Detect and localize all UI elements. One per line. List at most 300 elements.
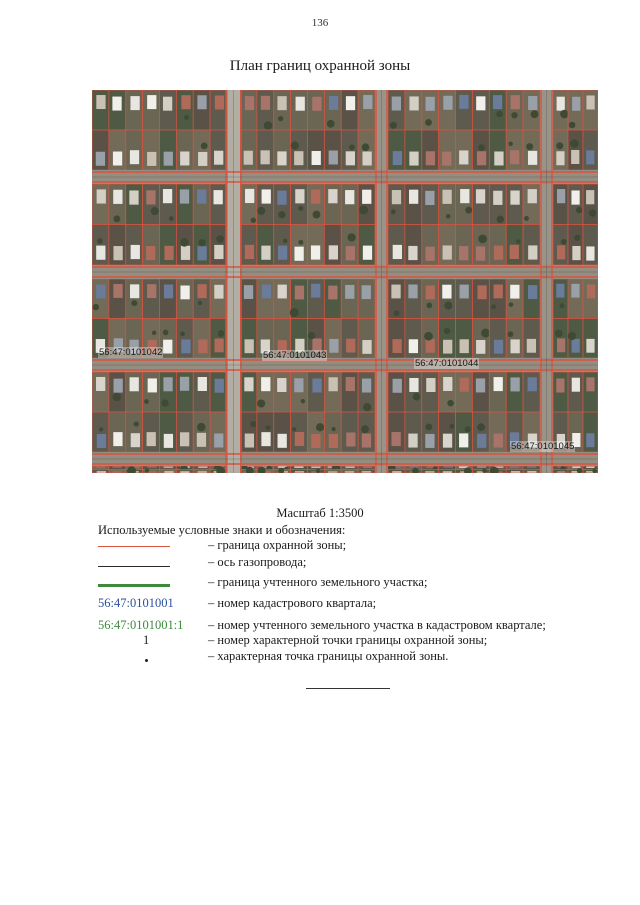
page-title: План границ охранной зоны xyxy=(229,58,411,74)
house-roof xyxy=(460,378,469,392)
house-roof xyxy=(147,466,156,467)
house-roof xyxy=(131,245,140,259)
house-roof xyxy=(261,432,270,446)
legend-text: – номер кадастрового квартала; xyxy=(208,596,377,610)
house-roof xyxy=(443,96,452,110)
map-canvas xyxy=(92,90,598,473)
tree xyxy=(180,331,185,336)
house-roof xyxy=(408,246,417,260)
house-roof xyxy=(586,95,594,109)
tree xyxy=(278,116,283,121)
legend-text: – номер учтенного земельного участка в кадастровом квартале; xyxy=(208,618,546,632)
house-roof xyxy=(198,471,207,472)
legend-text: – номер характерной точки границы охранной зоны; xyxy=(208,633,488,647)
house-roof xyxy=(493,95,502,109)
tree xyxy=(555,330,563,338)
house-roof xyxy=(363,246,372,260)
house-roof xyxy=(362,379,371,393)
house-roof xyxy=(586,339,594,353)
house-roof xyxy=(311,467,320,468)
house-roof xyxy=(112,467,121,468)
house-roof xyxy=(391,432,400,446)
house-roof xyxy=(571,190,579,204)
house-roof xyxy=(426,339,435,353)
tree xyxy=(347,233,355,241)
house-roof xyxy=(214,151,223,165)
house-roof xyxy=(346,377,355,391)
house-roof xyxy=(294,467,303,468)
house-roof xyxy=(245,96,254,110)
tree xyxy=(491,304,496,309)
tree xyxy=(278,211,285,218)
house-roof xyxy=(345,285,354,299)
house-roof xyxy=(245,434,254,448)
house-roof xyxy=(180,432,189,446)
tree xyxy=(482,468,487,473)
house-roof xyxy=(527,471,536,472)
tree xyxy=(574,235,580,241)
house-roof xyxy=(409,190,418,204)
house-roof xyxy=(476,189,485,203)
house-roof xyxy=(510,191,519,205)
house-roof xyxy=(528,96,537,110)
house-roof xyxy=(362,152,371,166)
tree xyxy=(349,144,355,150)
house-roof xyxy=(443,245,452,259)
house-roof xyxy=(443,340,452,354)
house-roof xyxy=(329,96,338,110)
house-roof xyxy=(346,96,355,110)
tree xyxy=(266,425,271,430)
house-roof xyxy=(329,339,338,353)
quarter-label-1: 56:47:0101042 xyxy=(99,347,163,358)
house-roof xyxy=(164,467,173,468)
house-roof xyxy=(510,285,519,299)
house-roof xyxy=(130,96,139,110)
tree xyxy=(444,302,452,310)
house-roof xyxy=(477,466,486,467)
house-roof xyxy=(180,286,189,300)
page-number: 136 xyxy=(311,17,329,29)
house-roof xyxy=(261,150,270,164)
tree xyxy=(589,209,596,216)
tree xyxy=(394,310,400,316)
tree xyxy=(308,332,315,339)
house-roof xyxy=(296,97,305,111)
house-roof xyxy=(262,285,271,299)
house-roof xyxy=(391,285,400,299)
house-roof xyxy=(130,377,139,391)
house-roof xyxy=(460,339,469,353)
tree xyxy=(169,216,174,221)
house-roof xyxy=(164,434,173,448)
house-roof xyxy=(329,434,338,448)
house-roof xyxy=(476,340,485,354)
point-dot-icon xyxy=(145,659,148,662)
tree xyxy=(197,423,205,431)
house-roof xyxy=(147,95,156,109)
tree xyxy=(112,393,120,401)
house-roof xyxy=(444,466,453,467)
tree xyxy=(292,427,296,431)
house-roof xyxy=(557,97,565,111)
house-roof xyxy=(442,285,451,299)
house-roof xyxy=(97,189,106,203)
tree xyxy=(361,425,369,433)
house-roof xyxy=(362,471,371,472)
tree xyxy=(359,206,368,215)
house-roof xyxy=(460,285,469,299)
house-roof xyxy=(494,285,503,299)
house-roof xyxy=(393,379,402,393)
house-roof xyxy=(215,379,224,393)
house-roof xyxy=(425,191,434,205)
tree xyxy=(391,209,396,214)
legend-row-parcel-number xyxy=(98,618,598,634)
house-roof xyxy=(328,471,337,472)
house-roof xyxy=(97,434,106,448)
house-roof xyxy=(164,285,173,299)
tree xyxy=(134,421,139,426)
house-roof xyxy=(586,377,594,391)
house-roof xyxy=(245,245,254,259)
house-roof xyxy=(97,471,106,472)
house-roof xyxy=(261,96,270,110)
house-roof xyxy=(408,284,417,298)
house-roof xyxy=(586,190,594,204)
house-roof xyxy=(197,95,206,109)
house-roof xyxy=(198,152,207,166)
house-roof xyxy=(312,97,321,111)
house-roof xyxy=(311,189,320,203)
house-roof xyxy=(528,245,537,259)
house-roof xyxy=(346,246,355,260)
house-roof xyxy=(494,377,503,391)
house-roof xyxy=(528,377,537,391)
tree xyxy=(446,214,451,219)
house-roof xyxy=(363,95,372,109)
house-roof xyxy=(295,432,304,446)
house-roof xyxy=(130,284,139,298)
house-roof xyxy=(181,95,190,109)
tree xyxy=(298,240,303,245)
house-roof xyxy=(198,377,207,391)
house-roof xyxy=(572,467,580,468)
house-roof xyxy=(112,471,121,472)
house-roof xyxy=(572,97,580,111)
house-roof xyxy=(528,189,537,203)
house-roof xyxy=(393,245,402,259)
legend-symbol-point-number xyxy=(98,633,208,649)
tree xyxy=(184,115,189,120)
house-roof xyxy=(277,191,286,205)
house-roof xyxy=(557,189,565,203)
house-roof xyxy=(408,434,417,448)
house-roof xyxy=(262,189,271,203)
tree xyxy=(592,469,596,473)
tree xyxy=(131,300,137,306)
tree xyxy=(251,218,256,223)
house-roof xyxy=(362,285,371,299)
house-roof xyxy=(426,286,435,300)
house-roof xyxy=(163,189,172,203)
house-roof xyxy=(197,189,206,203)
house-roof xyxy=(96,285,105,299)
house-roof xyxy=(442,152,451,166)
tree xyxy=(218,330,225,337)
house-roof xyxy=(164,152,173,166)
main-road xyxy=(228,90,240,473)
house-roof xyxy=(163,97,172,111)
house-roof xyxy=(164,246,173,260)
house-roof xyxy=(459,433,468,447)
house-roof xyxy=(214,245,223,259)
house-roof xyxy=(146,246,155,260)
legend-text: – граница охранной зоны; xyxy=(208,538,347,552)
house-roof xyxy=(527,467,536,468)
house-roof xyxy=(130,150,139,164)
house-roof xyxy=(113,246,122,260)
house-roof xyxy=(425,247,434,261)
tree xyxy=(516,239,520,243)
house-roof xyxy=(131,433,140,447)
house-roof xyxy=(493,191,502,205)
tree xyxy=(465,207,472,214)
tree xyxy=(425,424,432,431)
house-roof xyxy=(113,284,122,298)
house-roof xyxy=(425,471,434,472)
house-roof xyxy=(426,378,435,392)
house-roof xyxy=(214,190,223,204)
house-roof xyxy=(181,246,190,260)
house-roof xyxy=(113,432,122,446)
house-roof xyxy=(278,246,287,260)
tree xyxy=(163,330,169,336)
house-roof xyxy=(459,246,468,260)
house-roof xyxy=(294,378,303,392)
tree xyxy=(201,142,208,149)
legend-heading: Используемые условные знаки и обозначения: xyxy=(98,523,346,537)
house-roof xyxy=(494,151,503,165)
house-roof xyxy=(96,467,105,468)
house-roof xyxy=(96,246,105,260)
house-roof xyxy=(277,96,286,110)
legend-text: – характерная точка границы охранной зоны. xyxy=(208,649,449,663)
house-roof xyxy=(214,338,223,352)
tree xyxy=(465,426,471,432)
tree xyxy=(524,216,529,221)
house-roof xyxy=(329,377,338,391)
tree xyxy=(478,144,485,151)
house-roof xyxy=(245,339,254,353)
house-roof xyxy=(459,150,468,164)
tree xyxy=(444,328,450,334)
tree xyxy=(327,120,335,128)
house-roof xyxy=(363,467,372,468)
house-roof xyxy=(180,377,189,391)
house-roof xyxy=(198,467,207,468)
house-roof xyxy=(113,190,122,204)
house-roof xyxy=(295,189,304,203)
house-roof xyxy=(527,339,536,353)
quarter-code-sample: 56:47:0101001 xyxy=(98,596,174,610)
tree xyxy=(556,142,563,149)
house-roof xyxy=(362,434,371,448)
tree xyxy=(390,122,397,129)
satellite-map[interactable] xyxy=(92,90,598,473)
house-roof xyxy=(328,189,337,203)
tree xyxy=(576,207,582,213)
tree xyxy=(426,303,432,309)
house-roof xyxy=(572,339,580,353)
house-roof xyxy=(392,471,401,472)
tree xyxy=(413,393,421,401)
house-roof xyxy=(556,151,564,165)
house-roof xyxy=(476,96,485,110)
house-roof xyxy=(346,151,355,165)
house-roof xyxy=(557,471,565,472)
tree xyxy=(93,304,99,310)
tree xyxy=(559,303,564,308)
house-roof xyxy=(477,285,486,299)
house-roof xyxy=(278,434,287,448)
house-roof xyxy=(261,377,270,391)
tree xyxy=(291,142,299,150)
house-roof xyxy=(261,246,270,260)
house-roof xyxy=(129,190,138,204)
tree xyxy=(447,400,453,406)
house-roof xyxy=(346,339,355,353)
tree xyxy=(508,331,514,337)
tree xyxy=(145,469,149,473)
tree xyxy=(560,110,569,119)
house-roof xyxy=(146,190,155,204)
house-roof xyxy=(312,151,321,165)
house-roof xyxy=(586,467,594,468)
house-roof xyxy=(147,152,156,166)
house-roof xyxy=(392,190,401,204)
house-roof xyxy=(362,190,371,204)
house-roof xyxy=(477,151,486,165)
tree xyxy=(257,399,265,407)
tree xyxy=(363,403,371,411)
house-roof xyxy=(180,471,189,472)
house-roof xyxy=(443,377,452,391)
tree xyxy=(569,122,576,129)
map-scale: Масштаб 1:3500 xyxy=(276,506,364,520)
tree xyxy=(332,427,336,431)
tree xyxy=(561,239,567,245)
tree xyxy=(161,399,168,406)
house-roof xyxy=(113,152,122,166)
house-roof xyxy=(510,150,519,164)
house-roof xyxy=(476,378,485,392)
tree xyxy=(250,421,256,427)
house-roof xyxy=(295,286,304,300)
house-roof xyxy=(528,285,537,299)
house-roof xyxy=(197,246,206,260)
tree xyxy=(316,423,324,431)
tree xyxy=(180,238,188,246)
house-roof xyxy=(181,339,190,353)
legend-symbol-red-line xyxy=(98,538,208,554)
legend-row-point-number xyxy=(98,633,598,649)
legend-row-protection-zone xyxy=(98,538,598,554)
house-roof xyxy=(586,246,594,260)
house-roof xyxy=(426,151,435,165)
tree xyxy=(362,143,370,151)
legend-symbol-dark-line xyxy=(98,555,208,571)
house-roof xyxy=(147,432,156,446)
house-roof xyxy=(409,96,418,110)
tree xyxy=(526,143,533,150)
house-roof xyxy=(311,434,320,448)
tree xyxy=(144,399,149,404)
house-roof xyxy=(244,151,253,165)
house-roof xyxy=(147,284,156,298)
house-roof xyxy=(362,340,371,354)
house-roof xyxy=(96,152,105,166)
house-roof xyxy=(494,246,503,260)
tree xyxy=(97,238,103,244)
house-roof xyxy=(345,190,354,204)
tree xyxy=(298,206,303,211)
house-roof xyxy=(112,97,121,111)
house-roof xyxy=(278,285,287,299)
house-roof xyxy=(180,189,189,203)
legend-row-point xyxy=(98,649,598,665)
house-roof xyxy=(163,340,172,354)
legend-symbol-green-line xyxy=(98,575,208,591)
tree xyxy=(301,399,305,403)
tree xyxy=(511,112,517,118)
house-roof xyxy=(442,190,451,204)
tree xyxy=(509,142,513,146)
tree xyxy=(151,207,159,215)
house-roof xyxy=(197,433,206,447)
legend-row-parcel-border xyxy=(98,575,598,591)
point-number-sample: 1 xyxy=(143,633,150,647)
house-roof xyxy=(426,97,435,111)
house-roof xyxy=(329,150,338,164)
house-roof xyxy=(329,245,338,259)
legend-text: – ось газопровода; xyxy=(208,555,307,569)
house-roof xyxy=(244,285,253,299)
house-roof xyxy=(197,284,206,298)
house-roof xyxy=(346,432,355,446)
house-roof xyxy=(345,467,354,468)
house-roof xyxy=(277,378,286,392)
house-roof xyxy=(510,467,519,468)
house-roof xyxy=(586,433,594,447)
house-roof xyxy=(163,377,172,391)
house-roof xyxy=(572,378,580,392)
house-roof xyxy=(345,471,354,472)
house-roof xyxy=(557,245,565,259)
house-roof xyxy=(198,339,207,353)
house-roof xyxy=(328,286,337,300)
house-roof xyxy=(409,466,418,467)
house-roof xyxy=(409,378,418,392)
tree xyxy=(313,211,321,219)
tree xyxy=(152,331,156,335)
house-roof xyxy=(164,471,173,472)
house-roof xyxy=(571,150,579,164)
tree xyxy=(449,424,454,429)
tree xyxy=(509,302,514,307)
tree xyxy=(316,469,320,473)
house-roof xyxy=(587,285,595,299)
